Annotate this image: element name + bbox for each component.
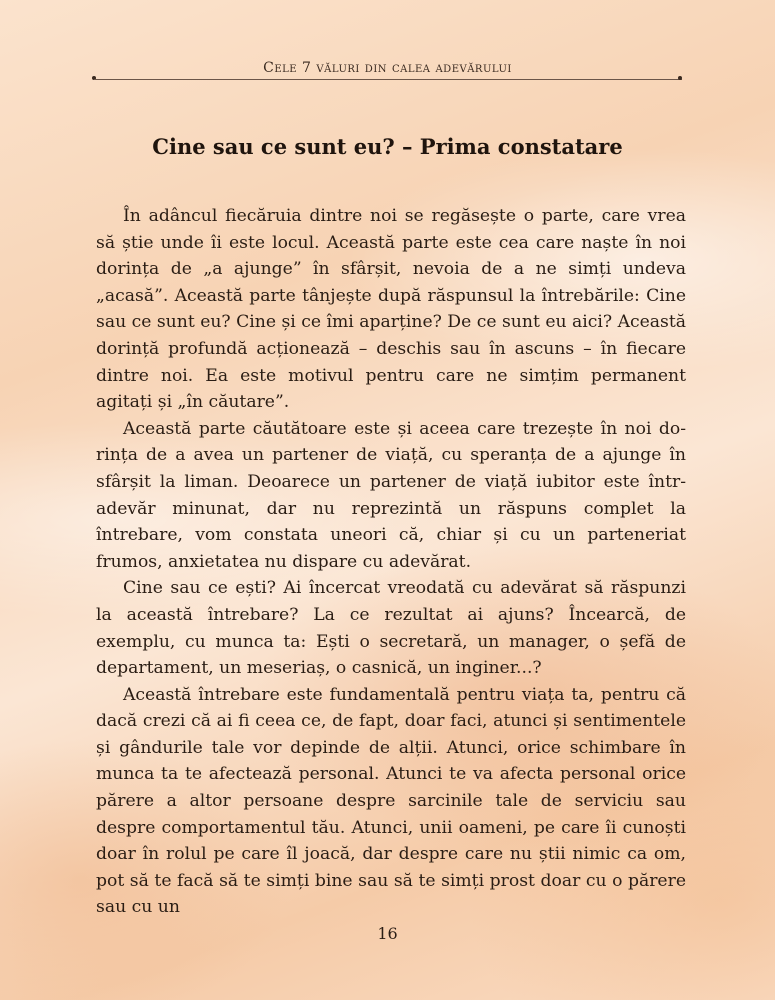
page-number: 16	[377, 924, 398, 943]
header-rule-dot-right	[678, 76, 682, 80]
paragraph-2: Această parte căutătoare este și aceea care trezește în noi dorința de a avea un partener de viață, cu speranța de a ajunge în sfârșit la liman. Deoarece un partener de viață iubitor este într-adevăr minunat, dar nu reprezintă un răspuns complet la întrebare, vom constata uneori că, chiar și cu un parteneriat frumos, anxietatea nu dispare cu adevărat.	[96, 418, 686, 572]
header-rule	[94, 79, 682, 80]
paragraph-3: Cine sau ce ești? Ai încercat vreodată cu adevărat să răspunzi la această întrebare? La ce rezultat ai ajuns? Încearcă, de exemplu, cu munca ta: Ești o secretară, un manager, o șefă de departament, un meseriaș, o casnică, un inginer...?	[96, 578, 686, 679]
body-text	[96, 203, 686, 921]
chapter-title: Cine sau ce sunt eu? – Prima constatare	[152, 134, 623, 160]
paragraph-1: În adâncul fiecăruia dintre noi se regăsește o parte, care vrea să știe unde îi este locul. Această parte este cea care naște în noi dorința de „a ajunge” în sfârșit, nevoia de a ne simți undeva „acasă”. Această parte tânjește după răspunsul la întrebările: Cine sau ce sunt eu? Cine și ce îmi aparține? De ce sunt eu aici? Această dorință profundă acționează – deschis sau în ascuns – în fiecare dintre noi. Ea este motivul pentru care ne simțim permanent agitați și „în căutare”.	[96, 206, 686, 413]
running-header: Cele 7 văluri din calea adevărului	[263, 60, 512, 76]
paragraph-4: Această întrebare este fundamentală pentru viața ta, pentru că dacă crezi că ai fi ceea ce, de fapt, doar faci, atunci și sentimentele și gândurile tale vor depinde de alții. Atunci, orice schimbare în munca ta te afectează personal. Atunci te va afecta personal orice părere a altor persoane despre sarcinile tale de serviciu sau despre comportamentul tău. Atunci, unii oameni, pe care îi cunoști doar în rolul pe care îl joacă, dar despre care nu știi nimic ca om, pot să te facă să te simți bine sau să te simți prost doar cu o părere sau cu un	[96, 684, 686, 918]
